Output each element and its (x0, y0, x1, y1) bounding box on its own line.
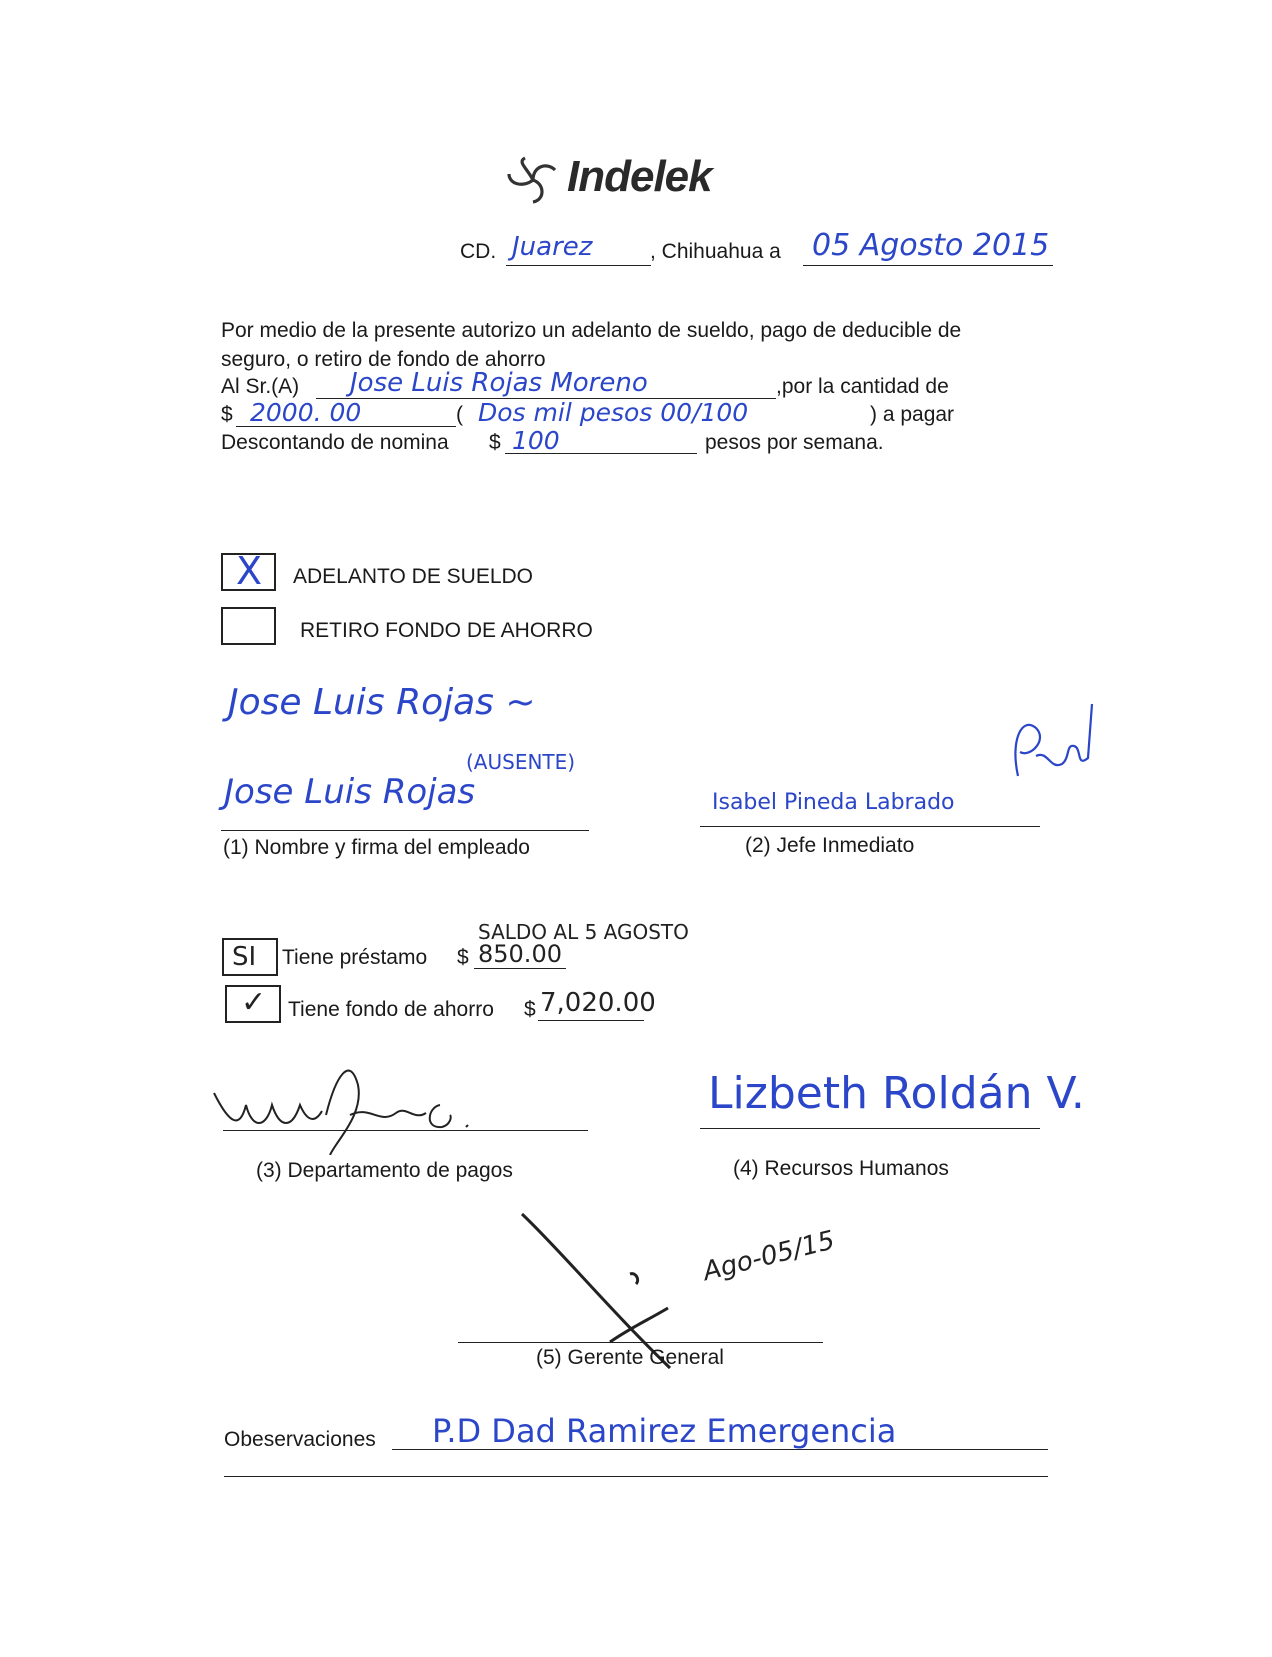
prestamo-note: SALDO AL 5 AGOSTO (478, 920, 689, 944)
jefe-signature-label: (2) Jefe Inmediato (745, 834, 915, 857)
employee-name-field: Jose Luis Rojas Moreno (350, 368, 648, 398)
intro-line-1: Por medio de la presente autorizo un adelanto de sueldo, pago de deducible de (221, 319, 962, 342)
pagos-signature-label: (3) Departamento de pagos (256, 1159, 513, 1182)
adelanto-mark: X (236, 549, 263, 593)
observaciones-underline-2 (224, 1476, 1048, 1477)
observaciones-underline-1 (392, 1449, 1048, 1450)
date-underline (803, 265, 1053, 266)
adelanto-checkbox[interactable] (221, 549, 276, 593)
employee-name-handwritten: Jose Luis Rojas (224, 772, 476, 812)
dollar-label: $ (221, 403, 233, 426)
fondo-underline (538, 1020, 644, 1021)
gerente-signature-label: (5) Gerente General (536, 1346, 724, 1369)
prestamo-dollar: $ (457, 946, 469, 969)
amount-words-field: Dos mil pesos 00/100 (478, 398, 749, 427)
fondo-amount-field: 7,020.00 (540, 988, 656, 1018)
city-value: Juarez (512, 232, 593, 262)
prestamo-mark: SI (232, 942, 257, 972)
employee-signature-line (221, 830, 589, 831)
employee-signature-label: (1) Nombre y firma del empleado (223, 836, 530, 859)
logo (505, 150, 765, 212)
swirl-logo-icon (505, 154, 561, 206)
amount-underline (236, 426, 456, 427)
city-underline (506, 265, 651, 266)
state-label: , Chihuahua a (650, 240, 781, 263)
amount-field: 2000. 00 (250, 398, 362, 427)
pagos-signature-line (223, 1130, 588, 1131)
observaciones-value: P.D Dad Ramirez Emergencia (432, 1412, 897, 1450)
prestamo-amount-field: 850.00 (478, 940, 562, 968)
gerente-date-field: Ago-05/15 (700, 1225, 838, 1288)
prestamo-checkbox[interactable] (222, 938, 278, 976)
fondo-dollar: $ (524, 998, 536, 1021)
fondo-mark: ✓ (241, 985, 267, 1020)
jefe-signature-line (700, 826, 1040, 827)
prestamo-underline (474, 968, 566, 969)
rh-signature-label: (4) Recursos Humanos (733, 1157, 949, 1180)
adelanto-label: ADELANTO DE SUELDO (293, 565, 534, 588)
fondo-checkbox[interactable] (225, 985, 281, 1023)
observaciones-label: Obeservaciones (224, 1428, 376, 1451)
a-pagar-label: ) a pagar (870, 403, 955, 426)
paren-open: ( (456, 403, 463, 426)
jefe-name-field: Isabel Pineda Labrado (712, 790, 955, 815)
weekly-amount-underline (505, 453, 697, 454)
al-sr-label: Al Sr.(A) (221, 375, 300, 398)
rh-name-field: Lizbeth Roldán V. (708, 1068, 1085, 1119)
employee-note: (AUSENTE) (466, 750, 576, 774)
pesos-semana-label: pesos por semana. (705, 431, 884, 454)
descontando-dollar: $ (489, 431, 501, 454)
logo-wordmark: Indelek (567, 152, 712, 201)
cd-label: CD. (460, 240, 497, 263)
retiro-label: RETIRO FONDO DE AHORRO (300, 619, 593, 642)
descontando-label: Descontando de nomina (221, 431, 449, 454)
weekly-amount-field: 100 (512, 426, 560, 455)
date-value: 05 Agosto 2015 (812, 228, 1050, 263)
pagos-signature-scribble (210, 1045, 500, 1155)
employee-signature-text: Jose Luis Rojas ~ (228, 682, 536, 723)
rh-signature-line (700, 1128, 1040, 1129)
retiro-checkbox[interactable] (221, 607, 276, 645)
prestamo-label: Tiene préstamo (282, 946, 428, 969)
intro-line-2: seguro, o retiro de fondo de ahorro (221, 348, 546, 371)
fondo-label: Tiene fondo de ahorro (288, 998, 494, 1021)
cantidad-label: ,por la cantidad de (776, 375, 949, 398)
jefe-signature-scribble (1000, 700, 1100, 792)
gerente-signature-line (458, 1342, 823, 1343)
